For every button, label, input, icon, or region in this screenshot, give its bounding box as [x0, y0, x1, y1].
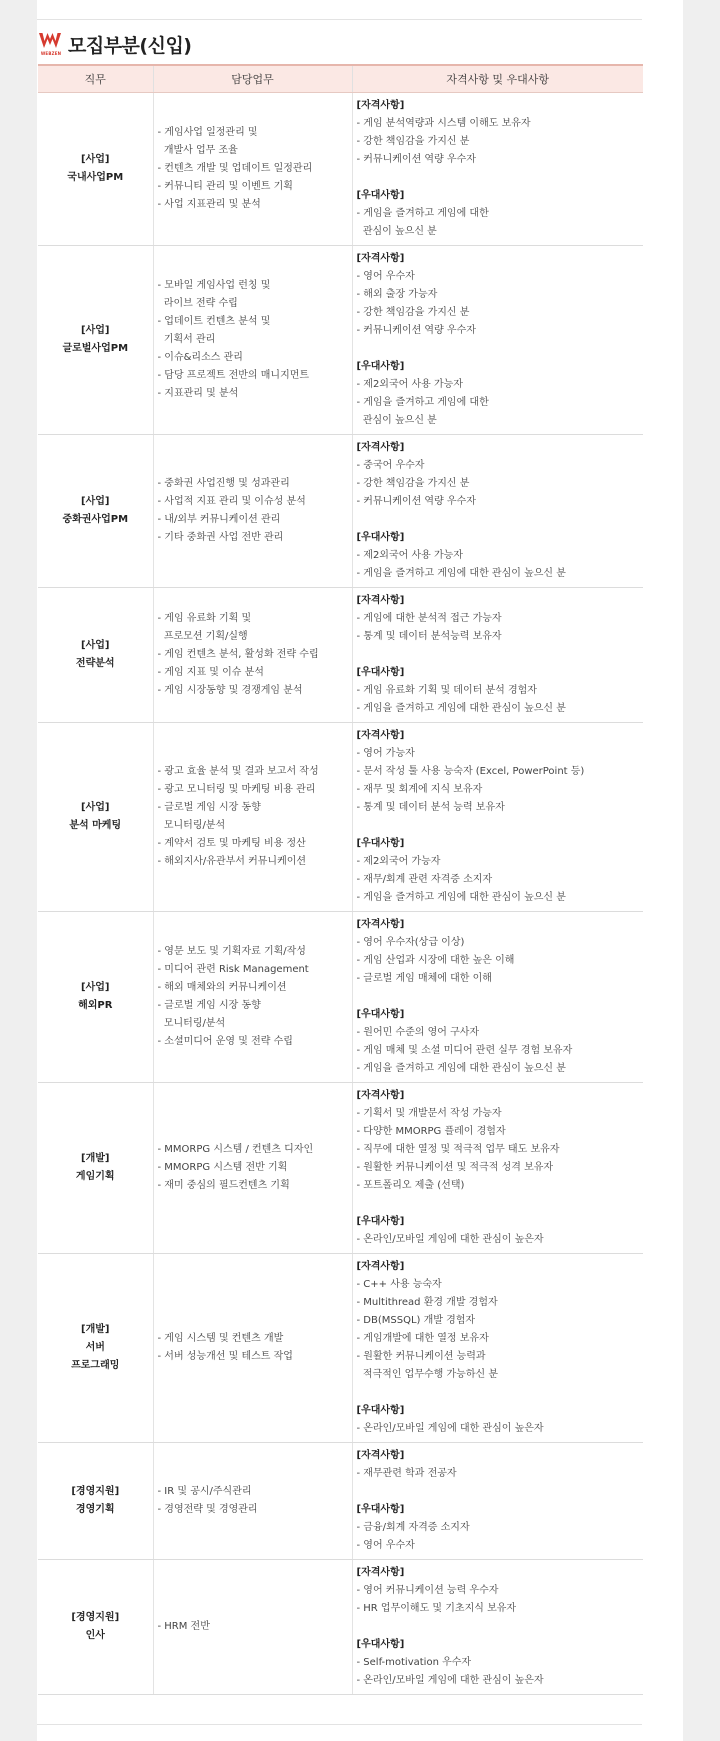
preference-item: - 게임을 즐겨하고 게임에 대한 관심이 높으신 분	[356, 568, 566, 579]
job-duties-cell	[153, 246, 352, 435]
requirement-item: - 커뮤니케이션 역량 우수자	[356, 496, 476, 507]
requirement-item: - 통계 및 데이터 분석 능력 보유자	[356, 802, 505, 813]
requirement-item: - 게임에 대한 분석적 접근 가능자	[356, 613, 502, 624]
preferences-heading: [우대사항]	[356, 532, 405, 543]
requirement-item: - 커뮤니케이션 역량 우수자	[356, 154, 476, 165]
preferences-heading: [우대사항]	[356, 838, 405, 849]
job-role-cell	[38, 246, 153, 435]
section-spacer	[357, 169, 640, 187]
table-row	[38, 246, 643, 435]
duty-item: - 게임사업 일정관리 및	[157, 127, 258, 138]
job-duties-cell	[153, 1254, 352, 1443]
requirement-item: - 문서 작성 툴 사용 능숙자 (Excel, PowerPoint 등)	[356, 766, 585, 777]
job-role-line: [사업]	[81, 982, 110, 993]
job-role-line: 인사	[85, 1630, 105, 1641]
preference-item: - 게임 유료화 기획 및 데이터 분석 경험자	[356, 685, 537, 696]
job-role-cell	[38, 1560, 153, 1695]
preference-item: - 제2외국어 사용 가능자	[356, 550, 463, 561]
table-row	[38, 723, 643, 912]
job-role-line: 분석 마케팅	[69, 820, 122, 831]
preference-item: - 게임을 즐겨하고 게임에 대한	[356, 208, 489, 219]
duty-item: - MMORPG 시스템 전반 기획	[157, 1162, 288, 1173]
page-title: 모집부분(신입)	[68, 34, 192, 57]
webzen-logo-icon	[38, 31, 62, 57]
job-role-line: [개발]	[81, 1324, 110, 1335]
section-spacer	[357, 511, 640, 529]
requirement-item: - 강한 책임감을 가지신 분	[356, 478, 470, 489]
table-row	[38, 1443, 643, 1560]
job-duties-cell	[153, 912, 352, 1083]
duty-item: - HRM 전반	[157, 1621, 210, 1632]
requirement-item: - 강한 책임감을 가지신 분	[356, 307, 470, 318]
requirements-heading: [자격사항]	[356, 1090, 405, 1101]
job-role-line: [경영지원]	[71, 1612, 120, 1623]
duty-item: - IR 및 공시/주식관리	[157, 1486, 252, 1497]
requirements-heading: [자격사항]	[356, 1567, 405, 1578]
duty-item: - 광고 모니터링 및 마케팅 비용 관리	[157, 784, 316, 795]
job-role-line: [사업]	[81, 496, 110, 507]
preferences-heading: [우대사항]	[356, 667, 405, 678]
job-role-line: [사업]	[81, 325, 110, 336]
requirement-item: - 해외 출장 가능자	[356, 289, 438, 300]
job-role-line: [경영지원]	[71, 1486, 120, 1497]
duty-item: - 담당 프로젝트 전반의 매니지먼트	[157, 370, 310, 381]
duty-item: - 글로벌 게임 시장 동향	[157, 1000, 261, 1011]
job-role-line: 글로벌사업PM	[62, 343, 129, 354]
preference-item: - Self-motivation 우수자	[356, 1657, 472, 1668]
requirements-heading: [자격사항]	[356, 1261, 405, 1272]
job-role-cell	[38, 723, 153, 912]
requirement-item: - 강한 책임감을 가지신 분	[356, 136, 470, 147]
preference-item: - 원어민 수준의 영어 구사자	[356, 1027, 480, 1038]
duty-item: - 컨텐츠 개발 및 업데이트 일정관리	[157, 163, 313, 174]
preference-item: - 게임을 즐겨하고 게임에 대한 관심이 높으신 분	[356, 1063, 566, 1074]
table-row	[38, 1083, 643, 1254]
preferences-heading: [우대사항]	[356, 361, 405, 372]
duty-item: - 영문 보도 및 기획자료 기획/작성	[157, 946, 306, 957]
job-role-cell	[38, 93, 153, 246]
job-role-line: 프로그래밍	[71, 1360, 120, 1371]
job-role-cell	[38, 1083, 153, 1254]
requirement-item: - 원활한 커뮤니케이션 및 적극적 성격 보유자	[356, 1162, 554, 1173]
job-role-line: 국내사업PM	[67, 172, 124, 183]
section-spacer	[357, 1483, 640, 1501]
job-role-cell	[38, 1254, 153, 1443]
requirements-heading: [자격사항]	[356, 100, 405, 111]
job-role-line: 서버	[85, 1342, 105, 1353]
column-header-requirements: 자격사항 및 우대사항	[352, 65, 643, 93]
preference-item: - 온라인/모바일 게임에 대한 관심이 높은자	[356, 1234, 544, 1245]
job-requirements-cell	[352, 1443, 643, 1560]
duty-item: - 게임 시스템 및 컨텐츠 개발	[157, 1333, 284, 1344]
requirement-item: - 재무 및 회계에 지식 보유자	[356, 784, 483, 795]
job-duties-cell	[153, 723, 352, 912]
preference-item: - 온라인/모바일 게임에 대한 관심이 높은자	[356, 1423, 544, 1434]
column-header-duties: 담당업무	[153, 65, 352, 93]
table-row	[38, 588, 643, 723]
requirement-item: - 통계 및 데이터 분석능력 보유자	[356, 631, 502, 642]
duty-item: - 게임 시장동향 및 경쟁게임 분석	[157, 685, 303, 696]
duty-item: - 소셜미디어 운영 및 전략 수립	[157, 1036, 293, 1047]
duty-item: 개발사 업무 조율	[157, 145, 238, 156]
requirement-item: - 재무관련 학과 전공자	[356, 1468, 457, 1479]
job-requirements-cell	[352, 1083, 643, 1254]
job-duties-cell	[153, 435, 352, 588]
job-role-line: 경영기획	[75, 1504, 115, 1515]
duty-item: - 커뮤니티 관리 및 이벤트 기획	[157, 181, 293, 192]
preference-item: - 영어 우수자	[356, 1540, 415, 1551]
preference-item: - 게임 매체 및 소셜 미디어 관련 실무 경험 보유자	[356, 1045, 573, 1056]
duty-item: - 중화권 사업진행 및 성과관리	[157, 478, 290, 489]
duty-item: - 해외지사/유관부서 커뮤니케이션	[157, 856, 307, 867]
section-spacer	[357, 340, 640, 358]
bottom-divider	[37, 1724, 642, 1725]
job-role-cell	[38, 588, 153, 723]
section-header	[38, 28, 192, 60]
job-role-cell	[38, 912, 153, 1083]
preference-item: - 온라인/모바일 게임에 대한 관심이 높은자	[356, 1675, 544, 1686]
requirement-item: - 기획서 및 개발문서 작성 가능자	[356, 1108, 502, 1119]
duty-item: - 게임 유료화 기획 및	[157, 613, 252, 624]
duty-item: - 미디어 관련 Risk Management	[157, 964, 309, 975]
table-row	[38, 912, 643, 1083]
job-role-line: [사업]	[81, 802, 110, 813]
table-row	[38, 1254, 643, 1443]
job-role-line: 중화권사업PM	[62, 514, 129, 525]
duty-item: - 기타 중화권 사업 전반 관리	[157, 532, 284, 543]
duty-item: 프로모션 기획/실행	[157, 631, 248, 642]
requirement-item: - 게임 분석역량과 시스템 이해도 보유자	[356, 118, 531, 129]
section-spacer	[357, 1618, 640, 1636]
requirement-item: 적극적인 업무수행 가능하신 분	[356, 1369, 498, 1380]
duty-item: - 게임 지표 및 이슈 분석	[157, 667, 264, 678]
requirement-item: - 게임개발에 대한 열정 보유자	[356, 1333, 489, 1344]
duty-item: - 지표관리 및 분석	[157, 388, 239, 399]
duty-item: - 재미 중심의 필드컨텐츠 기획	[157, 1180, 290, 1191]
job-duties-cell	[153, 1443, 352, 1560]
job-role-cell	[38, 435, 153, 588]
duty-item: - 계약서 검토 및 마케팅 비용 정산	[157, 838, 306, 849]
table-header-row	[38, 65, 643, 93]
preferences-heading: [우대사항]	[356, 190, 405, 201]
duty-item: 모니터링/분석	[157, 820, 226, 831]
duty-item: - 업데이트 컨텐츠 분석 및	[157, 316, 271, 327]
requirements-heading: [자격사항]	[356, 1450, 405, 1461]
preferences-heading: [우대사항]	[356, 1504, 405, 1515]
requirement-item: - HR 업무이해도 및 기초지식 보유자	[356, 1603, 517, 1614]
job-duties-cell	[153, 1560, 352, 1695]
duty-item: - 사업적 지표 관리 및 이슈성 분석	[157, 496, 306, 507]
requirements-heading: [자격사항]	[356, 253, 405, 264]
job-role-line: 게임기획	[75, 1171, 115, 1182]
duty-item: - 글로벌 게임 시장 동향	[157, 802, 261, 813]
requirement-item: - 영어 우수자	[356, 271, 415, 282]
section-spacer	[357, 1195, 640, 1213]
duty-item: - 서버 성능개선 및 테스트 작업	[157, 1351, 293, 1362]
table-row	[38, 1560, 643, 1695]
preference-item: - 제2외국어 사용 가능자	[356, 379, 463, 390]
requirement-item: - DB(MSSQL) 개발 경험자	[356, 1315, 476, 1326]
requirement-item: - 영어 커뮤니케이션 능력 우수자	[356, 1585, 499, 1596]
duty-item: - 사업 지표관리 및 분석	[157, 199, 261, 210]
recruitment-table	[38, 64, 643, 1695]
job-requirements-cell	[352, 912, 643, 1083]
preference-item: - 제2외국어 가능자	[356, 856, 441, 867]
preference-item: - 게임을 즐겨하고 게임에 대한 관심이 높으신 분	[356, 703, 566, 714]
duty-item: - 모바일 게임사업 런칭 및	[157, 280, 271, 291]
job-requirements-cell	[352, 1560, 643, 1695]
preference-item: - 재무/회계 관련 자격증 소지자	[356, 874, 493, 885]
preferences-heading: [우대사항]	[356, 1009, 405, 1020]
requirement-item: - 영어 가능자	[356, 748, 415, 759]
requirement-item: - 커뮤니케이션 역량 우수자	[356, 325, 476, 336]
preference-item: - 게임을 즐겨하고 게임에 대한 관심이 높으신 분	[356, 892, 566, 903]
requirements-heading: [자격사항]	[356, 595, 405, 606]
job-role-cell	[38, 1443, 153, 1560]
table-row	[38, 93, 643, 246]
preferences-heading: [우대사항]	[356, 1639, 405, 1650]
requirement-item: - 영어 우수자(상급 이상)	[356, 937, 465, 948]
requirement-item: - 직무에 대한 열정 및 적극적 업무 태도 보유자	[356, 1144, 560, 1155]
duty-item: 라이브 전략 수립	[157, 298, 238, 309]
requirement-item: - 다양한 MMORPG 플레이 경험자	[356, 1126, 506, 1137]
job-requirements-cell	[352, 723, 643, 912]
job-duties-cell	[153, 1083, 352, 1254]
job-role-line: 해외PR	[78, 1000, 113, 1011]
logo-text: WEBZEN	[40, 51, 62, 56]
column-header-role: 직무	[38, 65, 153, 93]
job-requirements-cell	[352, 588, 643, 723]
top-divider	[37, 19, 642, 20]
duty-item: - 경영전략 및 경영관리	[157, 1504, 258, 1515]
preferences-heading: [우대사항]	[356, 1405, 405, 1416]
requirement-item: - 포트폴리오 제출 (선택)	[356, 1180, 465, 1191]
requirements-heading: [자격사항]	[356, 730, 405, 741]
requirement-item: - 글로벌 게임 매체에 대한 이해	[356, 973, 492, 984]
preferences-heading: [우대사항]	[356, 1216, 405, 1227]
requirement-item: - 원활한 커뮤니케이션 능력과	[356, 1351, 486, 1362]
duty-item: 모니터링/분석	[157, 1018, 226, 1029]
section-spacer	[357, 1384, 640, 1402]
duty-item: - 해외 매체와의 커뮤니케이션	[157, 982, 287, 993]
duty-item: - 이슈&리소스 관리	[157, 352, 243, 363]
job-role-line: [사업]	[81, 154, 110, 165]
job-duties-cell	[153, 588, 352, 723]
job-requirements-cell	[352, 93, 643, 246]
table-row	[38, 435, 643, 588]
job-role-line: [개발]	[81, 1153, 110, 1164]
duty-item: - 게임 컨텐츠 분석, 활성화 전략 수립	[157, 649, 319, 660]
requirement-item: - 게임 산업과 시장에 대한 높은 이해	[356, 955, 515, 966]
job-role-line: [사업]	[81, 640, 110, 651]
duty-item: 기획서 관리	[157, 334, 216, 345]
requirements-heading: [자격사항]	[356, 442, 405, 453]
requirement-item: - Multithread 환경 개발 경험자	[356, 1297, 498, 1308]
requirement-item: - C++ 사용 능숙자	[356, 1279, 442, 1290]
requirements-heading: [자격사항]	[356, 919, 405, 930]
job-role-line: 전략분석	[75, 658, 115, 669]
job-requirements-cell	[352, 246, 643, 435]
duty-item: - 광고 효율 분석 및 결과 보고서 작성	[157, 766, 319, 777]
preference-item: 관심이 높으신 분	[356, 415, 437, 426]
job-requirements-cell	[352, 435, 643, 588]
preference-item: 관심이 높으신 분	[356, 226, 437, 237]
job-duties-cell	[153, 93, 352, 246]
requirement-item: - 중국어 우수자	[356, 460, 425, 471]
preference-item: - 게임을 즐겨하고 게임에 대한	[356, 397, 489, 408]
duty-item: - MMORPG 시스템 / 컨텐츠 디자인	[157, 1144, 314, 1155]
section-spacer	[357, 817, 640, 835]
job-requirements-cell	[352, 1254, 643, 1443]
preference-item: - 금융/회계 자격증 소지자	[356, 1522, 470, 1533]
section-spacer	[357, 646, 640, 664]
duty-item: - 내/외부 커뮤니케이션 관리	[157, 514, 281, 525]
section-spacer	[357, 988, 640, 1006]
